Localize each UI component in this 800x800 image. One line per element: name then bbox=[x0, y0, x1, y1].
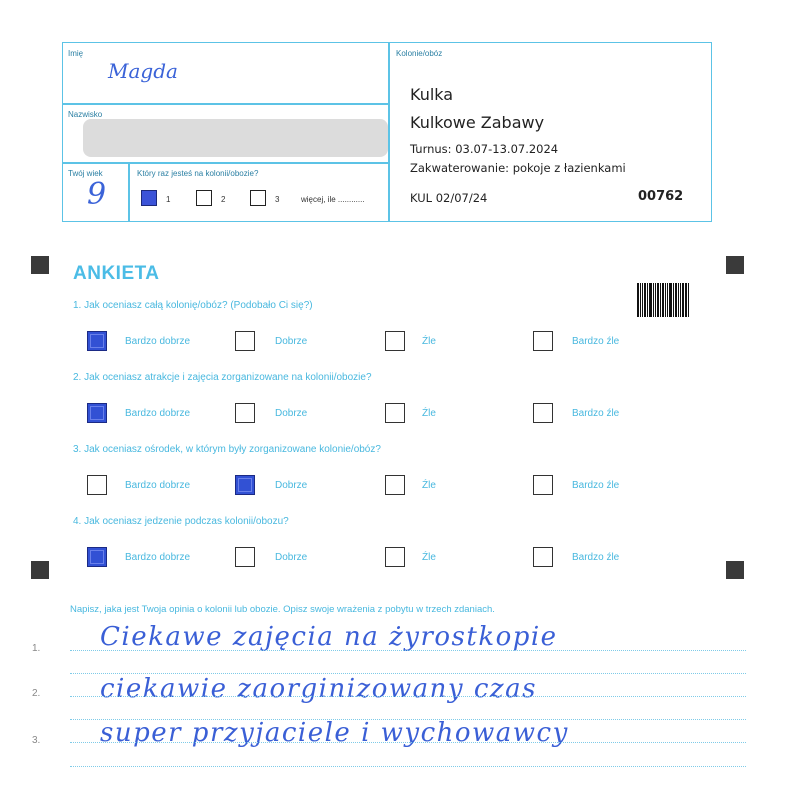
accommodation-value: pokoje z łazienkami bbox=[512, 161, 626, 175]
turnus-row bbox=[410, 142, 558, 156]
times-checkbox-2[interactable] bbox=[196, 190, 212, 206]
question-2-text: 2. Jak oceniasz atrakcje i zajęcia zorganizowane na kolonii/obozie? bbox=[73, 372, 372, 383]
question-1-option-2-label: Dobrze bbox=[275, 336, 308, 347]
question-4-option-4-label: Bardzo źle bbox=[572, 552, 620, 563]
age-value[interactable]: 9 bbox=[87, 177, 107, 212]
barcode-bar bbox=[667, 283, 668, 317]
question-3-checkbox-2[interactable] bbox=[235, 475, 255, 495]
question-2-option-1-label: Bardzo dobrze bbox=[125, 408, 191, 419]
age-label: Twój wiek bbox=[68, 169, 103, 178]
question-4-option-2-label: Dobrze bbox=[275, 552, 308, 563]
question-1-checkbox-1[interactable] bbox=[87, 331, 107, 351]
barcode-bar bbox=[660, 283, 661, 317]
question-4-checkbox-1[interactable] bbox=[87, 547, 107, 567]
barcode-bar bbox=[688, 283, 689, 317]
question-4-checkbox-2[interactable] bbox=[235, 547, 255, 567]
camp-name: Kulka bbox=[410, 85, 454, 104]
line-number-2: 2. bbox=[32, 688, 41, 699]
question-1-checkbox-3[interactable] bbox=[385, 331, 405, 351]
name-label: Imię bbox=[68, 49, 84, 58]
line-number-1: 1. bbox=[32, 643, 41, 654]
surname-redaction bbox=[83, 119, 388, 157]
name-value[interactable]: Magda bbox=[108, 59, 178, 83]
question-2-checkbox-2[interactable] bbox=[235, 403, 255, 423]
question-2-checkbox-3[interactable] bbox=[385, 403, 405, 423]
form-number: 00762 bbox=[638, 189, 684, 204]
answer-line-3 bbox=[70, 742, 746, 743]
accommodation-row bbox=[410, 161, 626, 175]
question-3-text: 3. Jak oceniasz ośrodek, w którym były zorganizowane kolonie/obóz? bbox=[73, 444, 381, 455]
barcode-bar bbox=[665, 283, 666, 317]
line-number-3: 3. bbox=[32, 735, 41, 746]
barcode-bar bbox=[649, 283, 652, 317]
times-question-label: Który raz jesteś na kolonii/obozie? bbox=[137, 169, 259, 178]
times-option-1: 1 bbox=[166, 195, 171, 204]
camp-label: Kolonie/obóz bbox=[396, 49, 443, 58]
question-3-option-1-label: Bardzo dobrze bbox=[125, 480, 191, 491]
barcode-bar bbox=[637, 283, 639, 317]
barcode-bar bbox=[640, 283, 641, 317]
question-1-option-3-label: Źle bbox=[422, 336, 436, 347]
question-2-checkbox-4[interactable] bbox=[533, 403, 553, 423]
question-2-option-2-label: Dobrze bbox=[275, 408, 308, 419]
accommodation-label: Zakwaterowanie: bbox=[410, 161, 510, 175]
surname-label: Nazwisko bbox=[68, 110, 103, 119]
registration-marker-top-left bbox=[31, 256, 49, 274]
question-1-option-1-label: Bardzo dobrze bbox=[125, 336, 191, 347]
question-4-text: 4. Jak oceniasz jedzenie podczas kolonii/obozu? bbox=[73, 516, 289, 527]
question-3-checkbox-4[interactable] bbox=[533, 475, 553, 495]
opinion-prompt: Napisz, jaka jest Twoja opinia o kolonii lub obozie. Opisz swoje wrażenia z pobytu w trzech zdaniach. bbox=[70, 604, 495, 615]
times-option-3: 3 bbox=[275, 195, 280, 204]
question-4-option-1-label: Bardzo dobrze bbox=[125, 552, 191, 563]
barcode-bar bbox=[669, 283, 672, 317]
barcode-bar bbox=[673, 283, 674, 317]
question-3-checkbox-3[interactable] bbox=[385, 475, 405, 495]
camp-code: KUL 02/07/24 bbox=[410, 191, 488, 205]
barcode-bar bbox=[685, 283, 687, 317]
times-option-more: więcej, ile ............ bbox=[301, 195, 365, 204]
registration-marker-bottom-left bbox=[31, 561, 49, 579]
question-1-checkbox-4[interactable] bbox=[533, 331, 553, 351]
header-box bbox=[62, 42, 712, 222]
barcode-bar bbox=[682, 283, 684, 317]
barcode-bar bbox=[657, 283, 659, 317]
camp-program: Kulkowe Zabawy bbox=[410, 113, 545, 132]
question-4-checkbox-3[interactable] bbox=[385, 547, 405, 567]
question-1-text: 1. Jak oceniasz całą kolonię/obóz? (Podobało Ci się?) bbox=[73, 300, 313, 311]
times-checkbox-1[interactable] bbox=[141, 190, 157, 206]
question-1-option-4-label: Bardzo źle bbox=[572, 336, 620, 347]
opinion-answer-2[interactable]: ciekawie zaorginizowany czas bbox=[100, 674, 537, 704]
barcode-bar bbox=[662, 283, 664, 317]
times-checkbox-3[interactable] bbox=[250, 190, 266, 206]
question-3-option-2-label: Dobrze bbox=[275, 480, 308, 491]
opinion-answer-3[interactable]: super przyjaciele i wychowawcy bbox=[100, 718, 569, 748]
barcode-bar bbox=[647, 283, 648, 317]
question-2-option-4-label: Bardzo źle bbox=[572, 408, 620, 419]
answer-line-3b bbox=[70, 766, 746, 767]
question-2-option-3-label: Źle bbox=[422, 408, 436, 419]
question-4-option-3-label: Źle bbox=[422, 552, 436, 563]
question-4-checkbox-4[interactable] bbox=[533, 547, 553, 567]
question-1-checkbox-2[interactable] bbox=[235, 331, 255, 351]
barcode-bar bbox=[653, 283, 654, 317]
barcode-bar bbox=[678, 283, 679, 317]
barcode-bar bbox=[675, 283, 677, 317]
answer-line-1 bbox=[70, 650, 746, 651]
registration-marker-bottom-right bbox=[726, 561, 744, 579]
survey-title: ANKIETA bbox=[73, 263, 160, 284]
opinion-answer-1[interactable]: Ciekawe zajęcia na żyrostkopie bbox=[100, 622, 558, 652]
barcode-bar bbox=[655, 283, 656, 317]
registration-marker-top-right bbox=[726, 256, 744, 274]
barcode bbox=[637, 283, 692, 317]
answer-line-2 bbox=[70, 696, 746, 697]
question-3-checkbox-1[interactable] bbox=[87, 475, 107, 495]
turnus-label: Turnus: bbox=[410, 142, 452, 156]
question-2-checkbox-1[interactable] bbox=[87, 403, 107, 423]
turnus-value: 03.07-13.07.2024 bbox=[455, 142, 559, 156]
question-3-option-3-label: Źle bbox=[422, 480, 436, 491]
barcode-bar bbox=[642, 283, 643, 317]
barcode-bar bbox=[680, 283, 681, 317]
barcode-bar bbox=[644, 283, 646, 317]
question-3-option-4-label: Bardzo źle bbox=[572, 480, 620, 491]
times-option-2: 2 bbox=[221, 195, 226, 204]
